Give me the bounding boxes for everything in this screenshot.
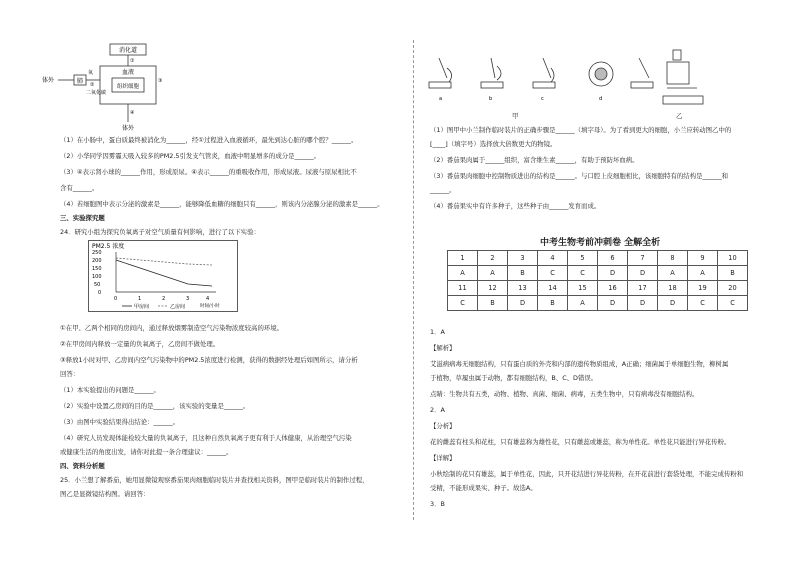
question-line: （3）④表示肾小球的______作用，形成原尿。④表示______的重吸收作用，形成尿液。尿液与原尿相比不 <box>60 168 357 176</box>
answer-line: 【分析】 <box>430 422 456 430</box>
table-row: 1 2 3 4 5 6 7 8 9 10 <box>448 251 748 266</box>
question-line: （3）番茄果肉细胞中控制物质进出的结构是______。与口腔上皮细胞相比，该细胞特有的结构是______和 <box>430 172 729 180</box>
x-axis-unit: 时间/小时 <box>200 304 220 309</box>
chart-title: PM2.5 浓度 <box>92 243 125 250</box>
step-label: a <box>439 96 443 102</box>
answer-line: 【解析】 <box>430 344 456 352</box>
question-line: ______。 <box>430 186 456 194</box>
svg-text:③: ③ <box>158 78 163 84</box>
question-line: （2）番茄果肉属于______组织，富含维生素______，有助于预防坏血病。 <box>430 156 639 164</box>
figure-label-yi: 乙 <box>676 112 683 120</box>
step-label: c <box>541 96 544 102</box>
y-tick: 250 <box>92 250 102 256</box>
pm25-chart <box>88 240 238 312</box>
question-line: 含有______。 <box>60 184 99 192</box>
answer-line: 2．A <box>430 406 445 414</box>
svg-text:组织细胞: 组织细胞 <box>116 84 140 90</box>
svg-text:二氧化碳: 二氧化碳 <box>86 90 107 96</box>
series-jia-line <box>116 260 212 286</box>
table-row: C B D B A D D D C C <box>448 296 748 311</box>
legend-jia: 甲房间 <box>134 304 150 310</box>
answer-title: 中考生物考前冲刺卷 全解全析 <box>540 238 661 248</box>
question-line: 图乙是显微镜结构图。请回答： <box>60 490 150 498</box>
question-line: （1）本实验提出的问题是______。 <box>60 386 160 394</box>
answer-line: 于植物，草履虫属于动物，都有细胞结构，B、C、D错误。 <box>430 374 598 382</box>
answer-line: 受精，不能形成果实、种子。故选A。 <box>430 484 537 492</box>
answer-line: 点睛：生物共有五类，动物、植物、真菌、细菌、病毒，五类生物中，只有病毒没有细胞结构。 <box>430 390 699 398</box>
question-line: （3）由图中实验结果得出结论：______。 <box>60 418 180 426</box>
x-tick: 1 <box>138 296 142 302</box>
answer-line: 1．A <box>430 328 445 336</box>
x-tick: 4 <box>206 296 210 302</box>
question-line: 24．研究小组为探究负氧离子对空气质量有何影响，进行了以下实验： <box>60 228 260 236</box>
svg-text:②: ② <box>90 82 95 88</box>
y-tick: 200 <box>92 258 102 264</box>
svg-text:肺: 肺 <box>76 78 84 85</box>
column-divider <box>413 40 414 520</box>
svg-text:④: ④ <box>130 110 135 116</box>
question-line: （4）若细胞图中表示分泌的激素是______，能够降低血糖的细胞只有______，则该内分泌腺分泌的激素是______。 <box>60 200 384 208</box>
question-line: （1）图甲中小兰制作临时装片的正确步骤是______（填字母）。为了看到更大的细胞，小兰应转动图乙中的 <box>430 126 732 134</box>
x-tick: 3 <box>186 296 190 302</box>
question-line: 25．小兰想了解番茄，她用显微镜观察番茄果肉细胞临时装片并查找相关资料，图甲是临时装片的制作过程， <box>60 476 369 484</box>
question-line: （1）在小肠中，蛋白质最终被消化为______，经①过程进入血液循环，最先到达心脏的哪个腔？______。 <box>60 136 358 144</box>
answer-line: 3．B <box>430 500 445 508</box>
svg-text:体外: 体外 <box>122 125 135 132</box>
question-line: 回答： <box>60 370 80 378</box>
table-row: A A B C C D D A A B <box>448 266 748 281</box>
question-line: 或健康生活的角度出发，请你对此提一条合理建议：______。 <box>60 448 233 456</box>
svg-text:氧: 氧 <box>88 70 94 76</box>
y-tick: 100 <box>92 274 102 280</box>
x-tick: 2 <box>162 296 166 302</box>
figure-label-jia: 甲 <box>512 112 519 120</box>
y-tick: 0 <box>98 290 102 296</box>
step-label: d <box>599 96 603 102</box>
y-tick: 150 <box>92 266 102 272</box>
table-row: 11 12 13 14 15 16 17 18 19 20 <box>448 281 748 296</box>
answer-line: 小秋绘制的花只有雄蕊，属于单性花，因此，只开花结进行异花传粉，在开花前进行套袋处理，不能完成传粉和 <box>430 470 744 478</box>
svg-text:①: ① <box>130 58 135 64</box>
y-tick: 50 <box>94 282 101 288</box>
question-line: （4）番茄果实中有许多种子，这些种子由______发育而成。 <box>430 202 601 210</box>
question-line: ③释放1小时对甲、乙房间内空气污染物中的PM2.5浓度进行检测，获得的数据经处理后如图所示，请分析 <box>60 356 358 364</box>
answer-table <box>447 250 748 311</box>
svg-text:体外: 体外 <box>42 77 55 84</box>
svg-text:血液: 血液 <box>121 69 135 76</box>
x-tick: 0 <box>114 296 118 302</box>
slide-steps-illustration <box>425 48 715 116</box>
answer-line: 花的雌蕊有柱头和花柱，只有雄蕊称为雄性花，只有雌蕊或雄蕊，称为单性花。单性花只能进行异花传粉。 <box>430 438 731 446</box>
legend-yi: 乙房间 <box>170 304 186 310</box>
answer-line: 艾滋病病毒无细胞结构，只有蛋白质的外壳和内部的遗传物质组成，A正确；细菌属于单细胞生物，柳树属 <box>430 360 729 368</box>
question-line: （4）研究人员发现体能检较大量的负氧离子，且这种自然负氧离子更有利于人体健康，从治理空气污染 <box>60 434 352 442</box>
section-heading: 三、实验探究题 <box>60 214 105 222</box>
diagram-box-top: 消化道 <box>118 47 138 54</box>
section-heading: 四、资料分析题 <box>60 462 105 470</box>
answer-line: 【详解】 <box>430 454 456 462</box>
series-yi-line <box>116 258 212 265</box>
question-line: ①在甲、乙两个相同的房间内，通过释放烟雾制造空气污染物浓度较高的环境。 <box>60 324 284 332</box>
body-flow-diagram <box>40 42 200 132</box>
step-label: b <box>489 96 493 102</box>
question-line: （2）实验中设置乙房间的目的是______，该实验的变量是______。 <box>60 402 250 410</box>
question-line: （2）小华同学因雾霾天吸入较多的PM2.5引发支气管炎，血液中明显增多的成分是______。 <box>60 152 321 160</box>
question-line: [____]（填字号）选择放大倍数更大的物镜。 <box>430 140 557 148</box>
question-line: ②在甲房间内释放一定量的负氧离子，乙房间不做处理。 <box>60 340 220 348</box>
